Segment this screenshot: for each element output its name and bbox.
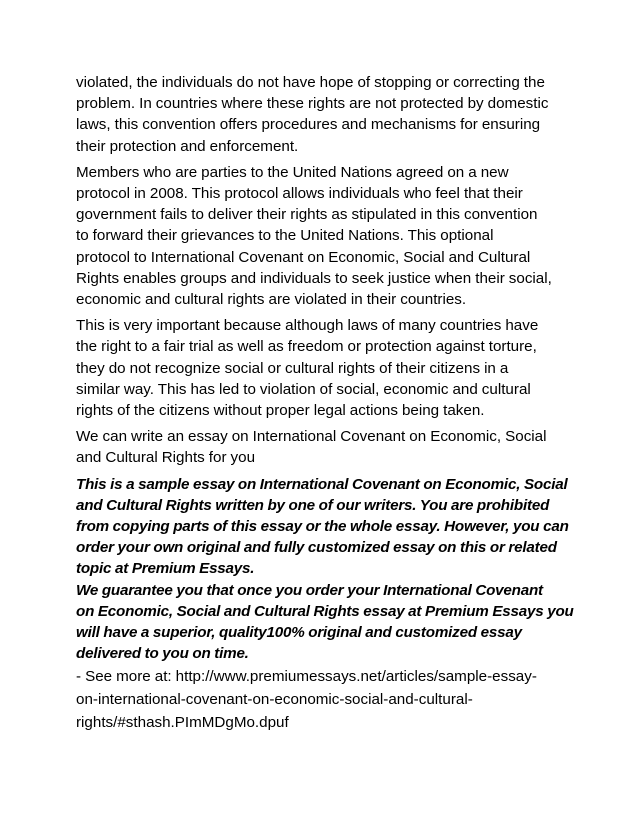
- text-line: protocol to International Covenant on Economic, Social and Cultural: [76, 248, 531, 266]
- text-line: their protection and enforcement.: [76, 137, 299, 155]
- paragraph-protection: [76, 72, 568, 157]
- source-line: - See more at: http://www.premiumessays.net/articles/sample-essay-: [76, 668, 537, 686]
- notice-line: and Cultural Rights written by one of our writers. You are prohibited: [76, 496, 550, 514]
- text-line: the right to a fair trial as well as freedom or protection against torture,: [76, 338, 537, 356]
- text-line: Rights enables groups and individuals to seek justice when their social,: [76, 269, 552, 287]
- paragraph-protocol: [76, 162, 568, 310]
- notice-line: from copying parts of this essay or the whole essay. However, you can: [76, 518, 569, 536]
- notice-line: will have a superior, quality100% original and customized essay: [76, 624, 522, 642]
- text-line: We can write an essay on International Covenant on Economic, Social: [76, 428, 547, 446]
- text-line: This is very important because although laws of many countries have: [76, 317, 539, 335]
- notice-line: We guarantee you that once you order your International Covenant: [76, 581, 543, 599]
- source-line: rights/#sthash.PImMDgMo.dpuf: [76, 714, 289, 732]
- text-line: protocol in 2008. This protocol allows individuals who feel that their: [76, 185, 523, 203]
- source-line: on-international-covenant-on-economic-social-and-cultural-: [76, 691, 473, 709]
- text-line: Members who are parties to the United Nations agreed on a new: [76, 163, 509, 181]
- notice-line: topic at Premium Essays.: [76, 560, 255, 578]
- notice-line: delivered to you on time.: [76, 645, 249, 663]
- text-line: they do not recognize social or cultural rights of their citizens in a: [76, 359, 509, 377]
- text-line: laws, this convention offers procedures and mechanisms for ensuring: [76, 116, 541, 134]
- notice-line: This is a sample essay on International Covenant on Economic, Social: [76, 475, 568, 493]
- text-line: economic and cultural rights are violated in their countries.: [76, 291, 467, 309]
- text-line: government fails to deliver their rights as stipulated in this convention: [76, 206, 538, 224]
- text-line: and Cultural Rights for you: [76, 449, 256, 467]
- text-line: problem. In countries where these rights are not protected by domestic: [76, 95, 549, 113]
- paragraph-importance: [76, 315, 568, 421]
- notice-line: order your own original and fully customized essay on this or related: [76, 539, 557, 557]
- sample-essay-notice: [76, 474, 574, 665]
- text-line: rights of the citizens without proper legal actions being taken.: [76, 402, 485, 420]
- notice-line: on Economic, Social and Cultural Rights essay at Premium Essays you: [76, 602, 574, 620]
- document-body: [76, 72, 574, 734]
- text-line: to forward their grievances to the United Nations. This optional: [76, 227, 494, 245]
- paragraph-offer: [76, 426, 568, 468]
- text-line: similar way. This has led to violation of social, economic and cultural: [76, 380, 531, 398]
- source-reference: [76, 665, 568, 734]
- text-line: violated, the individuals do not have hope of stopping or correcting the: [76, 74, 545, 91]
